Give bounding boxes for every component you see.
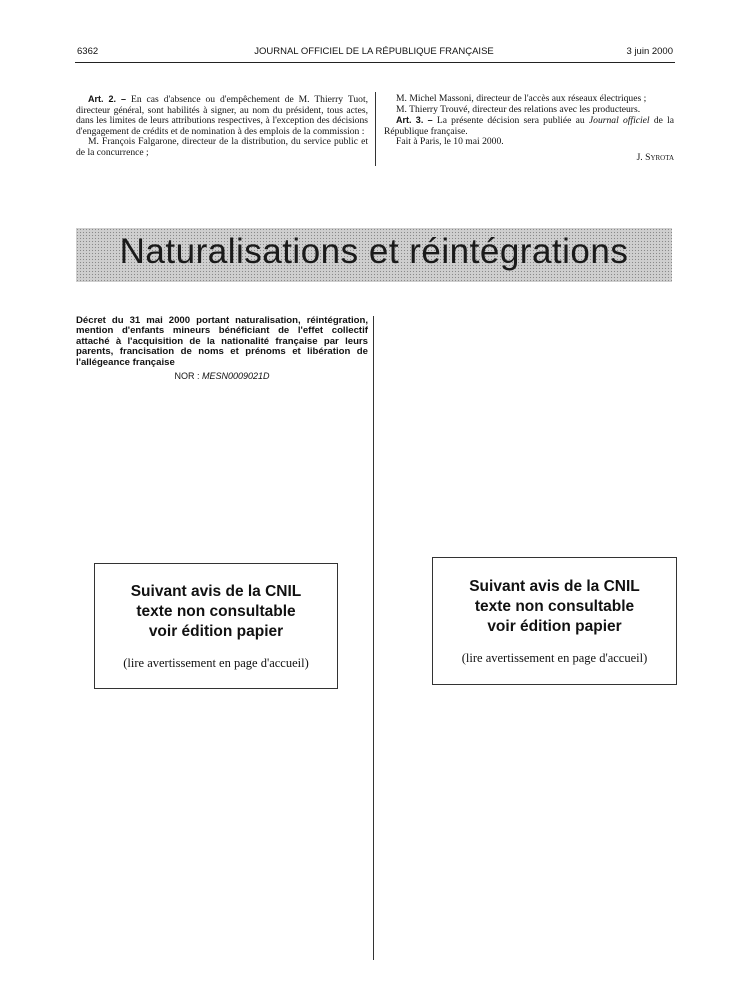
- cnil-line-1: Suivant avis de la CNIL: [130, 583, 302, 600]
- cnil-notice-right: [432, 557, 677, 685]
- delegate-trouve: M. Thierry Trouvé, directeur des relations avec les producteurs.: [396, 103, 641, 115]
- nor-label: NOR :: [174, 371, 200, 382]
- nor-reference: [76, 371, 368, 381]
- decree-title: Décret du 31 mai 2000 portant naturalisation, réintégration, mention d'enfants mineurs bénéficiant de l'effet collectif attaché à l'acquisition de la nationalité française par leurs parents, francisation de noms et prénoms et libération de l'allégeance française: [76, 315, 368, 368]
- header-rule: [75, 62, 675, 63]
- article-3: [384, 115, 674, 137]
- done-at: Fait à Paris, le 10 mai 2000.: [396, 136, 504, 148]
- journal-officiel-ref: Journal officiel: [588, 115, 650, 127]
- nor-code: MESN0009021D: [201, 371, 270, 382]
- cnil-notice-left: [94, 563, 338, 689]
- section-title: Naturalisations et réintégrations: [119, 232, 629, 271]
- column-divider: [373, 316, 374, 960]
- article-2-text: En cas d'absence ou d'empêchement de M. Thierry Tuot, directeur général, sont habilités à signer, au nom du président, tous actes, dans les limites de leurs attributions respectives, à l'exception des décisions d'engagement de crédits et de nomination à des emplois de la commission :: [76, 94, 369, 137]
- cnil-line-3: voir édition papier: [487, 618, 622, 635]
- top-left-column: [76, 94, 368, 159]
- decree-block: [76, 316, 368, 381]
- page-number: 6362: [77, 46, 99, 57]
- delegate-massoni: M. Michel Massoni, directeur de l'accès aux réseaux électriques ;: [396, 93, 647, 104]
- issue-date: 3 juin 2000: [626, 46, 673, 57]
- cnil-note: (lire avertissement en page d'accueil): [123, 656, 309, 670]
- cnil-line-2: texte non consultable: [474, 598, 635, 615]
- article-3-text: La présente décision sera publiée au: [436, 115, 585, 127]
- top-right-column: [384, 94, 674, 164]
- article-2: [76, 94, 368, 137]
- section-banner: [76, 228, 672, 282]
- article-3-text-end: de la République française.: [384, 115, 675, 137]
- journal-title: JOURNAL OFFICIEL DE LA RÉPUBLIQUE FRANÇAISE: [254, 46, 494, 57]
- cnil-line-2: texte non consultable: [136, 603, 296, 620]
- delegate-falgarone: M. François Falgarone, directeur de la distribution, du service public et de la concurrence ;: [76, 136, 368, 158]
- article-2-label: Art. 2. –: [88, 94, 127, 104]
- cnil-note: (lire avertissement en page d'accueil): [461, 651, 648, 665]
- signature: J. Syrota: [636, 151, 674, 163]
- cnil-line-1: Suivant avis de la CNIL: [469, 578, 640, 595]
- article-3-label: Art. 3. –: [396, 115, 433, 126]
- column-divider-top: [375, 92, 376, 166]
- cnil-line-3: voir édition papier: [148, 623, 284, 640]
